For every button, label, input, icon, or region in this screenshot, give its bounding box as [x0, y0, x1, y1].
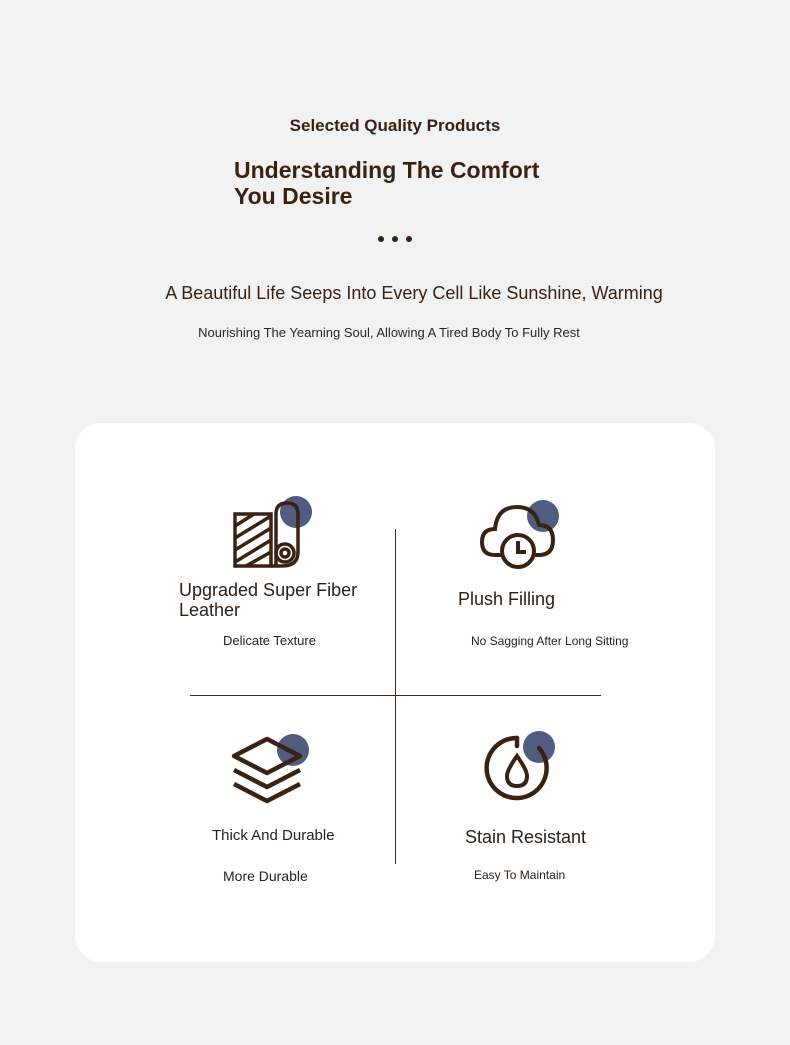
section-headline: [234, 157, 594, 209]
feature-title: Thick And Durable: [212, 827, 335, 844]
feature-subtitle: Easy To Maintain: [474, 868, 566, 882]
feature-subtitle: No Sagging After Long Sitting: [471, 634, 629, 648]
dot: [378, 236, 384, 242]
horizontal-divider: [190, 695, 601, 696]
feature-subtitle: Delicate Texture: [223, 633, 316, 648]
section-subtagline: Nourishing The Yearning Soul, Allowing A Tired Body To Fully Rest: [198, 325, 580, 340]
section-tagline: A Beautiful Life Seeps Into Every Cell Like Sunshine, Warming: [165, 283, 663, 303]
feature-title: Plush Filling: [458, 589, 556, 609]
water-drop-icon: [483, 734, 551, 802]
feature-title: Stain Resistant: [465, 827, 587, 847]
dot: [392, 236, 398, 242]
cloud-clock-icon: [479, 503, 557, 571]
feature-title: Upgraded Super Fiber Leather: [179, 580, 358, 620]
layers-icon: [231, 736, 303, 804]
dot: [406, 236, 412, 242]
headline-line-1: Understanding The Comfort: [234, 157, 540, 183]
decorative-dots: [0, 236, 790, 242]
headline-line-2: You Desire: [234, 183, 353, 209]
feature-subtitle: More Durable: [223, 868, 308, 884]
leather-roll-icon: [232, 500, 302, 570]
section-eyebrow: Selected Quality Products: [289, 116, 501, 135]
vertical-divider: [395, 529, 396, 864]
